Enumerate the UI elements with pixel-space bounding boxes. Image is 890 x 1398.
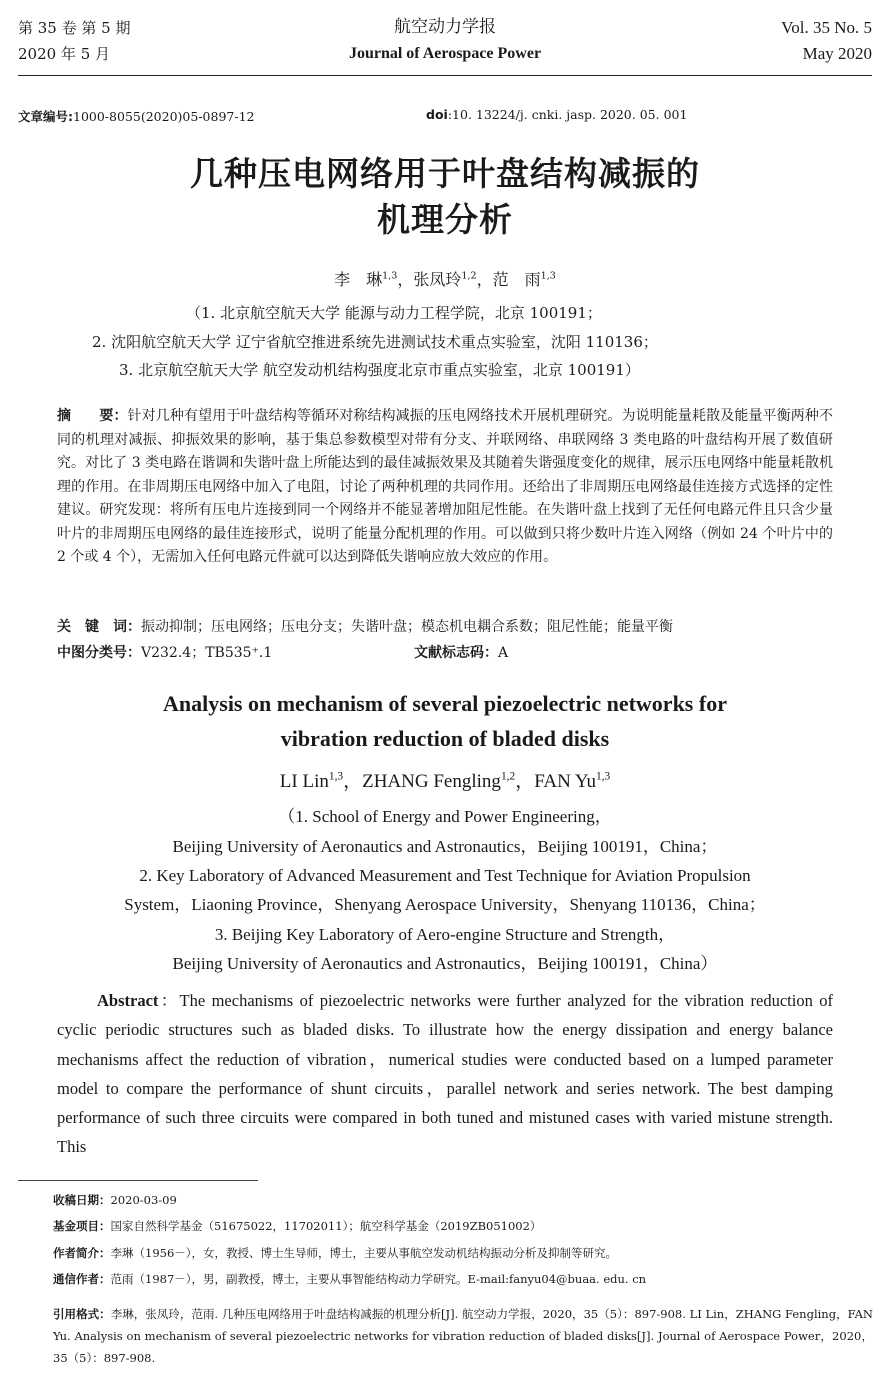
footnote-received — [53, 1192, 177, 1208]
citation — [53, 1303, 873, 1369]
doi-label: doi — [426, 107, 448, 122]
abstract-en-label: Abstract — [97, 991, 159, 1010]
doi-value: :10. 13224/j. cnki. jasp. 2020. 05. 001 — [447, 107, 688, 122]
author-en-2: ，ZHANG Fengling — [343, 771, 501, 792]
fund-text: 国家自然科学基金（51675022，11702011）；航空科学基金（2019ZB051002） — [110, 1219, 542, 1233]
author-cn-3-affil: 1,3 — [540, 270, 556, 282]
affiliation-en-4: System，Liaoning Province，Shenyang Aerospace University，Shenyang 110136，China； — [124, 895, 766, 914]
abstract-en-text: ：The mechanisms of piezoelectric networks were further analyzed for the vibration reduction of cyclic periodic structures such as bladed disks. To illustrate how the energy dissipation and energy balance mechanisms affect the reduction of vibration，numerical studies were conducted based on a lumped parameter model to compare the performance of shunt circuits，parallel network and series network. The best damping performance of such three circuits were compared in both tuned and mistuned cases with varied mistune strength. This — [57, 991, 833, 1157]
footnote-contact — [53, 1271, 646, 1287]
title-en-line1: Analysis on mechanism of several piezoelectric networks for — [163, 691, 727, 716]
keywords-cn-label: 关 键 词： — [57, 619, 141, 635]
header-rule — [18, 75, 872, 76]
author-cn-1: 李 琳 — [334, 270, 383, 289]
issue-date-en: May 2020 — [802, 44, 872, 63]
issue-date-cn: 2020 年 5 月 — [18, 45, 111, 63]
journal-title-cn: 航空动力学报 — [394, 17, 496, 37]
article-number-label: 文章编号: — [18, 109, 73, 124]
author-en-1: LI Lin — [279, 771, 329, 792]
doi — [426, 107, 687, 122]
contact-text: 范雨（1987－），男，副教授，博士，主要从事智能结构动力学研究。E-mail:fanyu04@buaa. edu. cn — [110, 1272, 647, 1286]
author-en-2-affil: 1,2 — [500, 770, 516, 783]
clc-number — [57, 642, 272, 664]
affiliation-en-6: Beijing University of Aeronautics and Astronautics，Beijing 100191，China） — [172, 954, 718, 973]
footnote-fund — [53, 1218, 541, 1234]
keywords-cn-text: 振动抑制；压电网络；压电分支；失谐叶盘；模态机电耦合系数；阻尼性能；能量平衡 — [141, 619, 673, 635]
title-cn-line2: 机理分析 — [377, 200, 513, 239]
citation-label: 引用格式： — [53, 1307, 111, 1321]
affiliation-en-1: （1. School of Energy and Power Engineering， — [278, 807, 612, 826]
document-code-value: A — [498, 645, 509, 661]
author-bio-text: 李琳（1956－），女，教授、博士生导师，博士，主要从事航空发动机结构振动分析及抑制等研究。 — [110, 1246, 618, 1260]
author-bio-label: 作者简介： — [53, 1246, 111, 1260]
authors-en — [0, 770, 890, 794]
article-number — [18, 107, 254, 125]
author-cn-2: ，张凤玲 — [397, 270, 462, 289]
author-cn-3: ，范 雨 — [476, 270, 541, 289]
abstract-en — [57, 986, 833, 1162]
contact-label: 通信作者： — [53, 1272, 111, 1286]
affiliation-en-3: 2. Key Laboratory of Advanced Measurement and Test Technique for Aviation Propulsion — [139, 866, 751, 885]
title-cn-line1: 几种压电网络用于叶盘结构减振的 — [190, 154, 700, 193]
title-en-line2: vibration reduction of bladed disks — [280, 726, 610, 751]
citation-text: 李琳，张凤玲，范雨. 几种压电网络用于叶盘结构减振的机理分析[J]. 航空动力学报，2020，35（5）：897-908. LI Lin，ZHANG Fengling，FAN Yu. Analysis on mechanism of several piezoelectric networks for vibration reduction of bladed disks[J]. Journal of Aerospace Power，2020，35（5）：897-908. — [53, 1307, 873, 1365]
clc-value: V232.4；TB535⁺.1 — [141, 645, 273, 661]
keywords-cn — [57, 616, 673, 638]
authors-cn — [0, 270, 890, 290]
author-en-1-affil: 1,3 — [328, 770, 344, 783]
abstract-cn-text: 针对几种有望用于叶盘结构等循环对称结构减振的压电网络技术开展机理研究。为说明能量耗散及能量平衡两种不同的机理对减振、抑振效果的影响，基于集总参数模型对带有分支、并联网络、串联网络 3 类电路的叶盘结构开展了数值研究。对比了 3 类电路在谐调和失谐叶盘上所能达到的最佳减振效果及其随着失谐强度变化的规律，展示压电网络中能量耗散机理的作用。在非周期压电网络中加入了电阻，讨论了两种机理的共同作用。还给出了非周期压电网络最佳连接方式选择的定性建议。研究发现：将所有压电片连接到同一个网络并不能显著增加阻尼性能。在失谐叶盘上找到了无任何电路元件且只含少量叶片的非周期压电网络的最佳连接形式，说明了能量分配机理的作用。可以做到只将少数叶片连入网络（例如 24 个叶片中的 2 个或 4 个），无需加入任何电路元件就可以达到降低失谐响应放大效应的作用。 — [57, 408, 834, 565]
affiliation-cn-2: 2. 沈阳航空航天大学 辽宁省航空推进系统先进测试技术重点实验室，沈阳 110136； — [92, 333, 658, 351]
issue-volume-cn: 第 35 卷 第 5 期 — [18, 19, 131, 37]
author-en-3-affil: 1,3 — [595, 770, 611, 783]
abstract-cn — [57, 405, 833, 570]
affiliation-cn-3: 3. 北京航空航天大学 航空发动机结构强度北京市重点实验室，北京 100191） — [119, 361, 640, 379]
journal-title-en: Journal of Aerospace Power — [348, 45, 542, 62]
author-cn-1-affil: 1,3 — [382, 270, 398, 282]
received-label: 收稿日期： — [53, 1193, 111, 1207]
author-en-3: ，FAN Yu — [515, 771, 596, 792]
footnote-rule — [18, 1180, 258, 1181]
footnote-author — [53, 1245, 617, 1261]
author-cn-2-affil: 1,2 — [461, 270, 477, 282]
document-code — [414, 642, 508, 664]
document-code-label: 文献标志码： — [414, 645, 498, 661]
clc-label: 中图分类号： — [57, 645, 141, 661]
affiliation-en-2: Beijing University of Aeronautics and Astronautics，Beijing 100191，China； — [172, 837, 718, 856]
affiliation-en-5: 3. Beijing Key Laboratory of Aero-engine Structure and Strength， — [214, 925, 676, 944]
fund-label: 基金项目： — [53, 1219, 111, 1233]
issue-volume-en: Vol. 35 No. 5 — [781, 18, 872, 37]
affiliation-cn-1: （1. 北京航空航天大学 能源与动力工程学院，北京 100191； — [186, 304, 602, 322]
article-number-value: 1000-8055(2020)05-0897-12 — [73, 109, 255, 124]
abstract-cn-label: 摘 要： — [57, 408, 128, 424]
received-date: 2020-03-09 — [110, 1193, 177, 1207]
